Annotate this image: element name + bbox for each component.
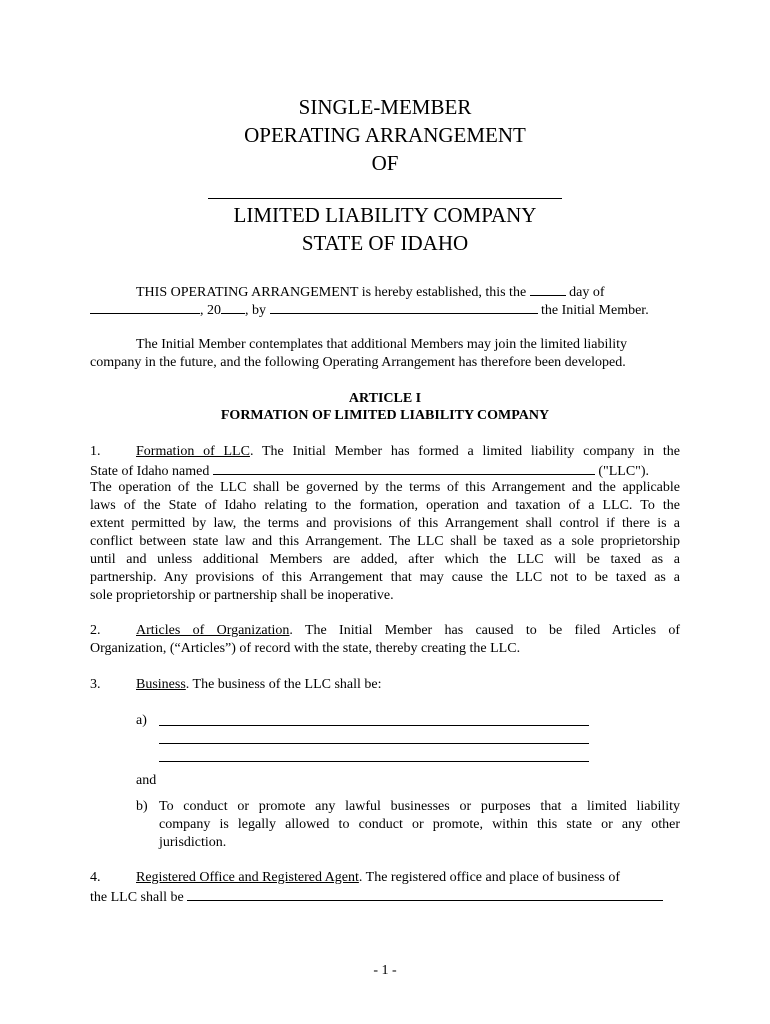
business-blank-3[interactable] (159, 761, 589, 762)
intro-paragraph-2-line-1 (90, 336, 680, 354)
and-text: and (136, 773, 157, 788)
section-3-line-1 (90, 676, 680, 694)
section-1-line-5: extent permitted by law, the terms and provisions of this Arrangement shall control if there is a (90, 516, 680, 531)
section-2-number: 2. (90, 623, 101, 638)
title-line-5: STATE OF IDAHO (301, 231, 469, 255)
section-2-line-1 (90, 622, 680, 640)
section-1-line-3: The operation of the LLC shall be governed by the terms of this Arrangement and the applicable (90, 480, 680, 495)
section-1-text-2a: State of Idaho named (90, 464, 210, 479)
page-number: - 1 - (373, 963, 397, 978)
item-b-line-1: To conduct or promote any lawful businesses or purposes that a limited liability (159, 799, 680, 814)
intro-text-b: day of (569, 285, 605, 300)
item-a-label: a) (136, 713, 147, 728)
section-1-line-7: until and unless additional Members are added, after which the LLC will be taxed as a (90, 552, 680, 567)
item-b-line-2: company is legally allowed to conduct or promote, within this state or any other (159, 817, 680, 832)
intro-paragraph-line-2 (90, 300, 680, 320)
month-blank[interactable] (90, 300, 200, 314)
section-3-number: 3. (90, 677, 101, 692)
day-blank[interactable] (530, 282, 566, 296)
section-1-text-2b: ("LLC"). (598, 464, 650, 479)
section-1-line-9: sole proprietorship or partnership shall be inoperative. (90, 588, 394, 603)
section-1-line-8: partnership. Any provisions of this Arrangement that may cause the LLC not to be taxed as a (90, 570, 680, 585)
title-line-2: OPERATING ARRANGEMENT (244, 123, 526, 147)
title-line-4: LIMITED LIABILITY COMPANY (233, 203, 537, 227)
business-blank-2[interactable] (159, 743, 589, 744)
intro-text-d: , by (245, 303, 266, 318)
section-4-line-1 (90, 869, 680, 887)
item-b-line-3: jurisdiction. (159, 835, 227, 850)
intro-text-a: THIS OPERATING ARRANGEMENT is hereby established, this the (136, 285, 527, 300)
intro-text-e: the Initial Member. (541, 303, 649, 318)
item-b-label: b) (136, 799, 148, 814)
section-4-text-2: the LLC shall be (90, 890, 184, 905)
intro-paragraph-line-1 (90, 282, 680, 302)
section-2-title: Articles of Organization (136, 623, 290, 638)
company-name-blank[interactable] (208, 198, 562, 199)
section-4-line-2 (90, 887, 680, 907)
intro-p2-text-1: The Initial Member contemplates that additional Members may join the limited liability (136, 337, 628, 352)
section-3-title: Business (136, 677, 186, 692)
section-3-text: . The business of the LLC shall be: (185, 677, 382, 692)
section-4-title: Registered Office and Registered Agent (136, 870, 359, 885)
member-name-blank[interactable] (270, 300, 538, 314)
title-line-1: SINGLE-MEMBER (298, 95, 472, 119)
business-blank-1[interactable] (159, 725, 589, 726)
title-line-3: OF (371, 151, 399, 175)
section-1-number: 1. (90, 444, 101, 459)
section-1-title: Formation of LLC (136, 444, 250, 459)
section-1-line-6: conflict between state law and this Arrangement. The LLC shall be taxed as a sole proprietorship (90, 534, 680, 549)
section-2-line-2: Organization, (“Articles”) of record with the state, thereby creating the LLC. (90, 641, 521, 656)
section-1-line-2 (90, 461, 680, 481)
registered-office-blank[interactable] (187, 887, 663, 901)
article-heading: ARTICLE I (348, 391, 422, 406)
llc-name-blank[interactable] (213, 461, 595, 475)
section-1-text-1: . The Initial Member has formed a limited liability company in the (249, 444, 680, 459)
intro-text-c: , 20 (200, 303, 221, 318)
section-4-number: 4. (90, 870, 101, 885)
article-subheading: FORMATION OF LIMITED LIABILITY COMPANY (220, 408, 550, 423)
year-blank[interactable] (221, 300, 245, 314)
section-1-line-1 (90, 443, 680, 461)
section-2-text-1: . The Initial Member has caused to be filed Articles of (289, 623, 681, 638)
section-4-text-1: . The registered office and place of business of (358, 870, 621, 885)
section-1-line-4: laws of the State of Idaho relating to the formation, operation and taxation of a LLC. To the (90, 498, 680, 513)
intro-paragraph-2-line-2: company in the future, and the following Operating Arrangement has therefore been developed. (90, 355, 626, 370)
